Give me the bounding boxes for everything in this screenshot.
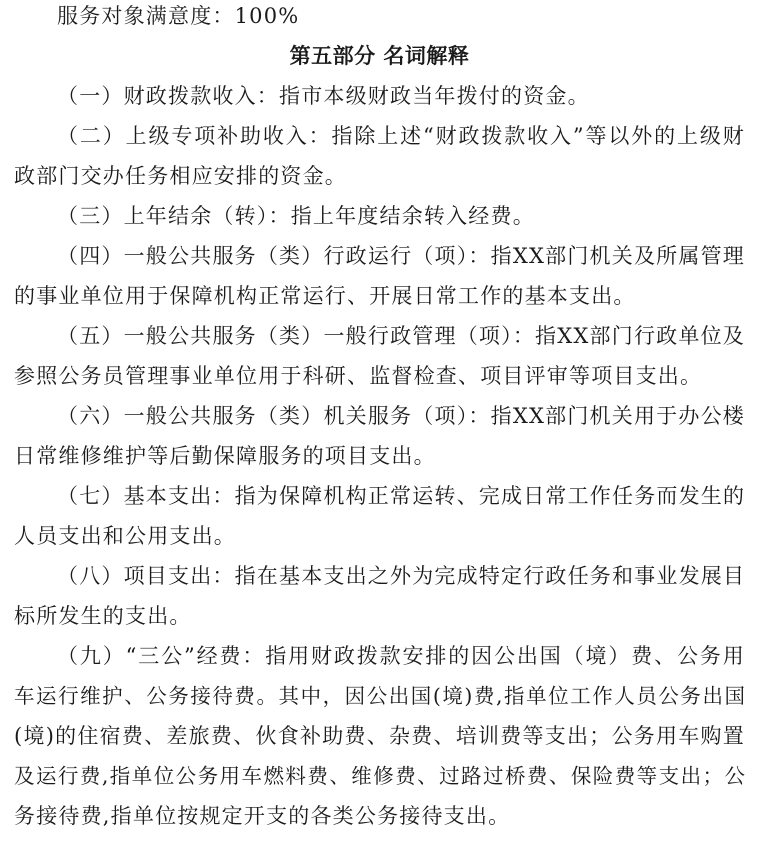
section-heading: 第五部分 名词解释 bbox=[289, 44, 470, 68]
item-9-line-5: 务接待费,指单位按规定开支的各类公务接待支出。 bbox=[14, 804, 511, 828]
satisfaction-line: 服务对象满意度：100% bbox=[57, 4, 300, 28]
item-8-line-2: 标所发生的支出。 bbox=[14, 604, 192, 628]
item-8-line-1: （八）项目支出：指在基本支出之外为完成特定行政任务和事业发展目 bbox=[57, 564, 746, 588]
item-2-line-2: 政部门交办任务相应安排的资金。 bbox=[14, 164, 347, 188]
item-7-line-1: （七）基本支出：指为保障机构正常运转、完成日常工作任务而发生的 bbox=[57, 484, 746, 508]
item-3-line: （三）上年结余（转）：指上年度结余转入经费。 bbox=[57, 204, 535, 228]
item-9-line-3: (境)的住宿费、差旅费、伙食补助费、杂费、培训费等支出；公务用车购置 bbox=[14, 724, 745, 748]
item-5-line-1: （五）一般公共服务（类）一般行政管理（项）：指XX部门行政单位及 bbox=[57, 324, 745, 348]
item-6-line-1: （六）一般公共服务（类）机关服务（项）：指XX部门机关用于办公楼 bbox=[57, 404, 745, 428]
item-2-line-1: （二）上级专项补助收入：指除上述“财政拨款收入”等以外的上级财 bbox=[57, 124, 745, 148]
item-7-line-2: 人员支出和公用支出。 bbox=[14, 524, 236, 548]
item-9-line-2: 车运行维护、公务接待费。其中，因公出国(境)费,指单位工作人员公务出国 bbox=[14, 684, 745, 708]
item-6-line-2: 日常维修维护等后勤保障服务的项目支出。 bbox=[14, 444, 436, 468]
item-9-line-1: （九）“三公”经费：指用财政拨款安排的因公出国（境）费、公务用 bbox=[57, 644, 745, 668]
item-9-line-4: 及运行费,指单位公务用车燃料费、维修费、过路过桥费、保险费等支出；公 bbox=[14, 764, 745, 788]
item-4-line-1: （四）一般公共服务（类）行政运行（项）：指XX部门机关及所属管理 bbox=[57, 244, 745, 268]
item-5-line-2: 参照公务员管理事业单位用于科研、监督检查、项目评审等项目支出。 bbox=[14, 364, 703, 388]
item-1-line: （一）财政拨款收入：指市本级财政当年拨付的资金。 bbox=[57, 84, 590, 108]
item-4-line-2: 的事业单位用于保障机构正常运行、开展日常工作的基本支出。 bbox=[14, 284, 636, 308]
